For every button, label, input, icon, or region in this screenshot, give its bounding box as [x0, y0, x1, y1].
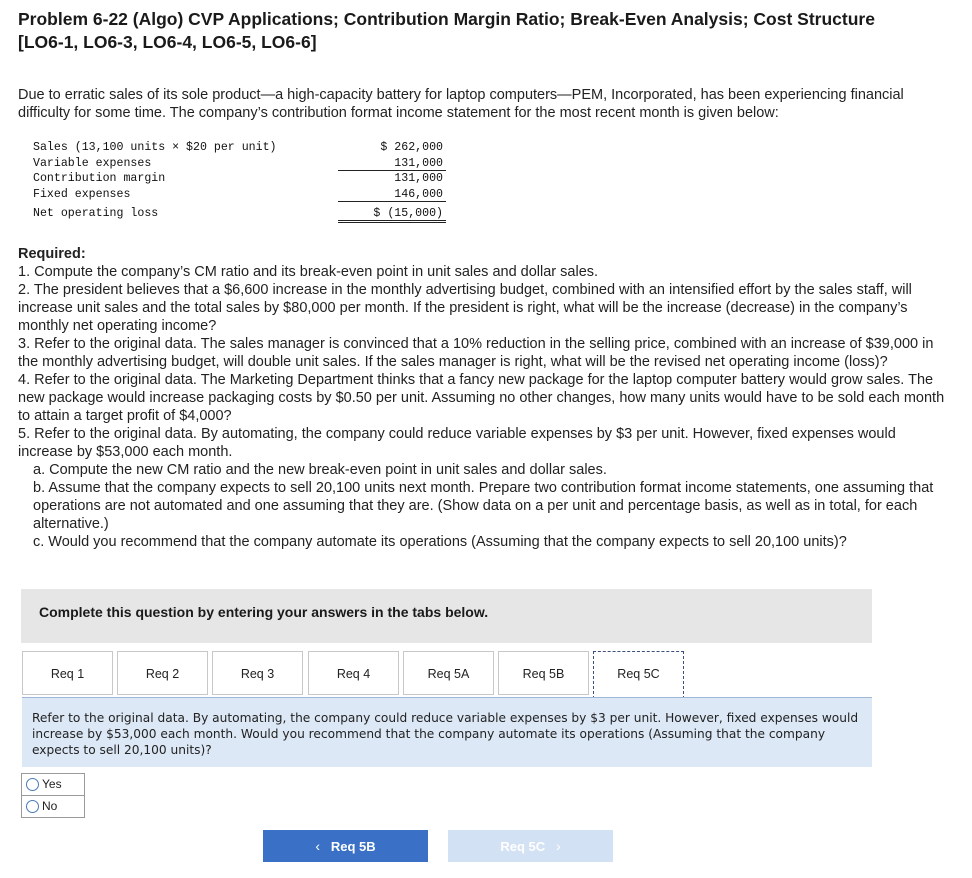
next-req-button[interactable]: [448, 830, 613, 862]
statement-value: 146,000: [338, 188, 443, 201]
statement-label: Contribution margin: [33, 172, 166, 186]
statement-value: $ 262,000: [380, 141, 443, 154]
title-line-1: Problem 6-22 (Algo) CVP Applications; Contribution Margin Ratio; Break-Even Analysis; Cost Structure: [18, 9, 875, 29]
tab-req-4[interactable]: Req 4: [308, 651, 399, 695]
statement-row-fixed-expenses: [33, 188, 443, 204]
banner-text: Complete this question by entering your answers in the tabs below.: [39, 604, 489, 620]
intro-paragraph: Due to erratic sales of its sole product—a high-capacity battery for laptop computers—PEM, Incorporated, has been experiencing financial difficulty for some time. The company’s contribution format income statement for the most recent month is given below:: [18, 87, 904, 121]
required-item: 4. Refer to the original data. The Marketing Department thinks that a fancy new package for the laptop computer battery would grow sales. The new package would increase packaging costs by $0.50 per unit. Assuming no other changes, how many units would have to be sold each month to attain a target profit of $4,000?: [18, 372, 945, 424]
statement-value: 131,000: [394, 172, 443, 186]
chevron-right-icon: ›: [555, 838, 561, 854]
required-sub-item: a. Compute the new CM ratio and the new break-even point in unit sales and dollar sales.: [33, 462, 607, 478]
problem-title: [18, 8, 958, 54]
option-no[interactable]: [21, 795, 85, 818]
option-label: No: [42, 799, 58, 813]
radio-button-icon[interactable]: [26, 800, 39, 813]
statement-row-net-operating-loss: [33, 207, 443, 223]
title-line-2: [LO6-1, LO6-3, LO6-4, LO6-5, LO6-6]: [18, 32, 317, 52]
statement-label: Variable expenses: [33, 156, 152, 170]
prev-req-button[interactable]: [263, 830, 428, 862]
required-heading: Required:: [18, 246, 86, 262]
tab-req-3[interactable]: Req 3: [212, 651, 303, 695]
statement-label: Net operating loss: [33, 207, 159, 221]
required-sub-item: c. Would you recommend that the company automate its operations (Assuming that the company expects to sell 20,100 units)?: [33, 534, 847, 550]
income-statement: [33, 141, 443, 223]
question-panel: [22, 698, 872, 767]
tab-req-5c[interactable]: Req 5C: [593, 651, 684, 699]
answer-options: [21, 773, 85, 817]
required-sub-item: b. Assume that the company expects to sell 20,100 units next month. Prepare two contribution format income statements, one assuming that operations are not automated and one assuming that they are. (Show data on a per unit and percentage basis, as well as in total, for each alternative.): [33, 480, 934, 532]
required-section: [18, 245, 953, 551]
statement-value: $ (15,000): [338, 207, 443, 220]
tab-req-5a[interactable]: Req 5A: [403, 651, 494, 695]
required-item: 2. The president believes that a $6,600 increase in the monthly advertising budget, combined with an intensified effort by the sales staff, will increase unit sales and the total sales by $80,000 per month. If the president is right, what will be the increase (decrease) in the company’s monthly net operating income?: [18, 282, 912, 334]
instruction-banner: [21, 589, 872, 643]
required-item: 5. Refer to the original data. By automating, the company could reduce variable expenses by $3 per unit. However, fixed expenses would increase by $53,000 each month.: [18, 426, 896, 460]
required-item: 1. Compute the company’s CM ratio and its break-even point in unit sales and dollar sales.: [18, 264, 599, 280]
statement-row-contribution-margin: [33, 172, 443, 188]
statement-label: Fixed expenses: [33, 187, 131, 201]
option-label: Yes: [42, 777, 62, 791]
required-item: 3. Refer to the original data. The sales manager is convinced that a 10% reduction in the selling price, combined with an increase of $39,000 in the monthly advertising budget, will double unit sales. If the sales manager is right, what will be the revised net operating income (loss)?: [18, 336, 934, 370]
tab-req-1[interactable]: Req 1: [22, 651, 113, 695]
radio-button-icon[interactable]: [26, 778, 39, 791]
statement-row-variable-expenses: [33, 157, 443, 173]
panel-text: Refer to the original data. By automating, the company could reduce variable expenses by $3 per unit. However, fixed expenses would increase by $53,000 each month. Would you recommend that the company automate its operations (Assuming that the company expects to sell 20,100 units)?: [32, 711, 859, 757]
prev-button-label: Req 5B: [330, 839, 376, 854]
statement-row-sales: [33, 141, 443, 157]
chevron-left-icon: ‹: [315, 838, 321, 854]
option-yes[interactable]: [21, 773, 85, 796]
tab-req-2[interactable]: Req 2: [117, 651, 208, 695]
statement-value: 131,000: [338, 157, 443, 170]
tab-req-5b[interactable]: Req 5B: [498, 651, 589, 695]
next-button-label: Req 5C: [500, 839, 546, 854]
statement-label: Sales (13,100 units × $20 per unit): [33, 141, 277, 154]
